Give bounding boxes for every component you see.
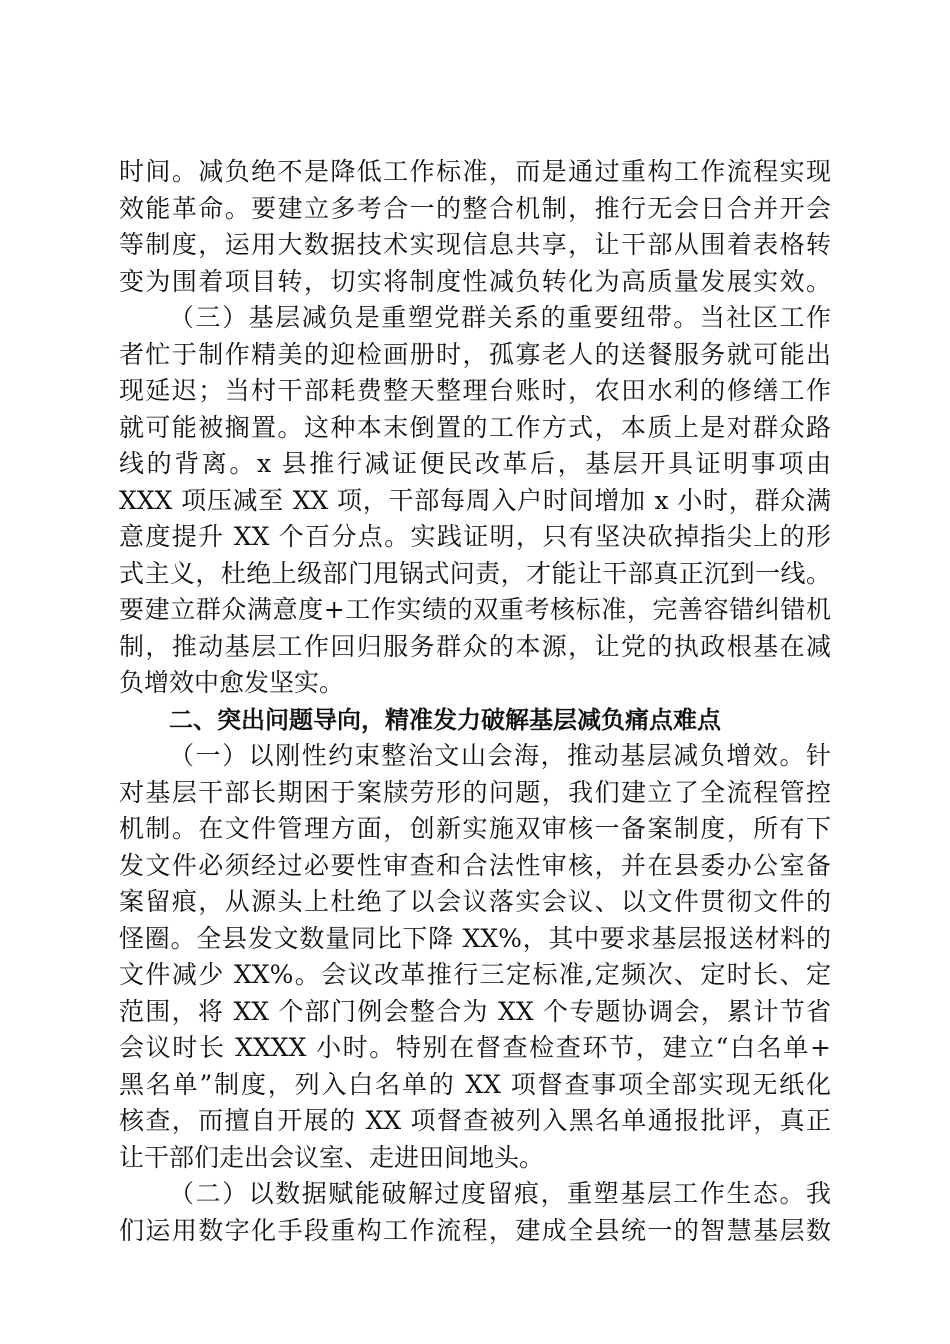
paragraph-4 [119,1176,831,1249]
text-line: （一）以刚性约束整治文山会海，推动基层减负增效。针 [169,741,831,770]
text-line: 怪圈。全县发文数量同比下降 XX%，其中要求基层报送材料的 [119,923,831,953]
text-line: 发文件必须经过必要性审查和合法性审核，并在县委办公室备 [119,850,831,880]
text-line: 意度提升 XX 个百分点。实践证明，只有坚决砍掉指尖上的形 [119,522,831,551]
text-line: 对基层干部长期困于案牍劳形的问题，我们建立了全流程管控 [119,777,831,807]
paragraph-2 [119,300,831,702]
text-line: 文件减少 XX%。会议改革推行三定标准,定频次、定时长、定 [119,960,831,989]
text-line: （三）基层减负是重塑党群关系的重要纽带。当社区工作 [169,303,831,332]
text-line: 黑名单”制度，列入白名单的 XX 项督查事项全部实现无纸化 [119,1069,831,1099]
text-line: 变为围着项目转，切实将制度性减负转化为高质量发展实效。 [119,266,831,296]
text-line: 时间。减负绝不是降低工作标准，而是通过重构工作流程实现 [119,157,831,186]
text-line: 核查，而擅自开展的 XX 项督查被列入黑名单通报批评，真正 [119,1106,831,1135]
text-line: 要建立群众满意度+工作实绩的双重考核标准，完善容错纠错机 [119,595,831,624]
text-line: 式主义，杜绝上级部门甩锅式问责，才能让干部真正沉到一线。 [119,558,831,588]
text-line: 机制。在文件管理方面，创新实施双审核一备案制度，所有下 [119,814,831,843]
text-line: 负增效中愈发坚实。 [119,668,345,697]
text-line: 会议时长 XXXX 小时。特别在督查检查环节，建立“白名单+ [119,1033,831,1062]
text-line: 案留痕，从源头上杜绝了以会议落实会议、以文件贯彻文件的 [119,887,831,916]
text-line: 效能革命。要建立多考合一的整合机制，推行无会日合并开会 [119,193,831,223]
text-line: 者忙于制作精美的迎检画册时，孤寡老人的送餐服务就可能出 [119,339,831,369]
text-line: 就可能被搁置。这种本末倒置的工作方式，本质上是对群众路 [119,412,831,442]
text-line: （二）以数据赋能破解过度留痕，重塑基层工作生态。我 [169,1179,831,1208]
text-line: 等制度，运用大数据技术实现信息共享，让干部从围着表格转 [119,230,831,259]
text-line: 现延迟；当村干部耗费整天整理台账时，农田水利的修缮工作 [119,376,831,405]
text-line: 线的背离。x 县推行减证便民改革后，基层开具证明事项由 [119,449,831,478]
text-line: 让干部们走出会议室、走进田间地头。 [119,1142,545,1172]
paragraph-3 [119,738,831,1176]
text-line: 范围，将 XX 个部门例会整合为 XX 个专题协调会，累计节省 [119,996,831,1026]
paragraph-1 [119,154,831,300]
text-line: XXX 项压减至 XX 项，干部每周入户时间增加 x 小时，群众满 [119,485,831,515]
text-line: 们运用数字化手段重构工作流程，建成全县统一的智慧基层数 [119,1215,831,1245]
document-body [119,154,831,1249]
text-line: 制，推动基层工作回归服务群众的本源，让党的执政根基在减 [119,631,831,661]
section-heading: 二、突出问题导向，精准发力破解基层减负痛点难点 [169,705,721,734]
